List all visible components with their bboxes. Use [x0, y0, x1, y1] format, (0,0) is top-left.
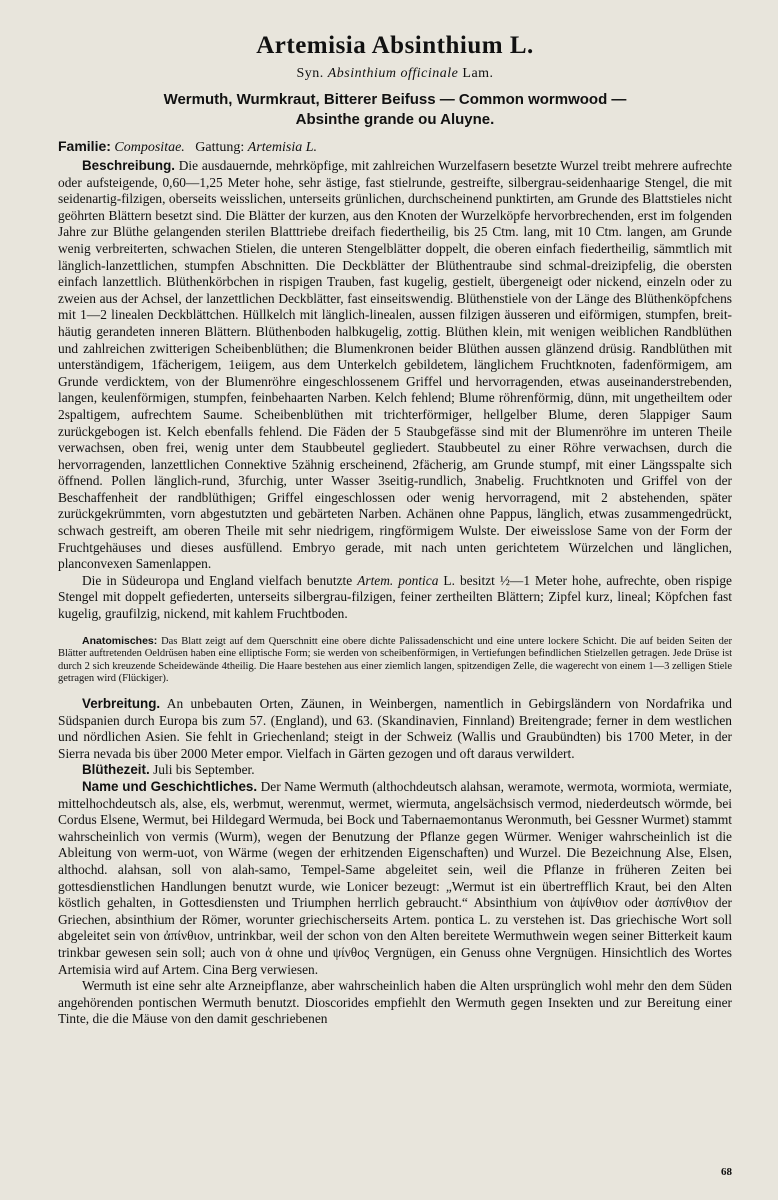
common-names-line-1: Wermuth, Wurmkraut, Bitterer Beifuss — Common wormwood — — [163, 91, 627, 108]
description-paragraph — [58, 158, 732, 573]
anatomy-paragraph — [58, 635, 732, 686]
synonym-prefix: Syn. — [296, 66, 324, 81]
flowering-text: Juli bis September. — [153, 762, 255, 778]
common-names-line-2: Absinthe grande ou Aluyne. — [295, 111, 495, 128]
history-paragraph — [58, 779, 732, 978]
pontica-paragraph — [58, 573, 732, 623]
common-names — [58, 90, 732, 130]
description-text: Die ausdauernde, mehrköpfige, mit zahlreichen Wurzelfasern besetzte Wurzel treibt mehrere aufrechte oder aufsteigende, 0,60—1,25 Meter hohe, sehr ästige, fast stielrunde, gestreifte, silbergrau-seidenhaarige Stengel, die mit seidenartig-filzigen, oberseits weisslichen, unterseits grünlichen, durchscheinend punktirten, am Grunde des Blattstieles nicht geöhrten Blättern besetzt sind. Die Blätter der kurzen, aus den Knoten der Wurzelköpfe hervorbrechenden, erst im folgenden Jahre zur Blüthe gelangenden sterilen Blatttriebe dreifach fiedertheilig, bis 25 Ctm. lang, mit 10 Ctm. langen, am Grunde wenig verbreiterten, schwachen Stielen, die unteren Stengelblätter doppelt, die oberen einfach fiedertheilig, sämmtlich mit länglich-lanzettlichen, stumpfen Abschnitten. Die Deckblätter der Blüthentraube sind schmal-dreizipfelig, die obersten einfach lanzettlich. Blüthenkörbchen in rispigen Trauben, fast kugelig, gestielt, übergeneigt oder nickend, einzeln oder zu zweien aus der Achsel, der lanzettlichen Deckblätter, fast einseitswendig. Blüthenstiele von der Länge des Blüthenköpfchens mit 1—2 linealen Deckblättchen. Hüllkelch mit länglich-linealen, aussen filzigen äusseren und eiförmigen, stumpfen, breit-häutig gerandeten inneren Blättern. Blüthenboden halbkugelig, zottig. Blüthen klein, mit wenigen weiblichen Randblüthen und zahlreichen zwitterigen Scheibenblüthen; die Blumenkronen beider Blüthen aussen glänzend drüsig. Randblüthen mit unterständigem, 1fächerigem, 1eiigem, aus dem Unterkelch gebildetem, länglichem Fruchtknoten, fadenförmigem, am Grunde verdicktem, von der Blumenröhre eingeschlossenem Griffel und hervorragenden, etwas auseinanderstrebenden, langen, keulenförmigen, stumpfen, feinbehaarten Narben. Kelch fehlend; Blume röhrenförmig, dünn, mit ungetheiltem oder 2spaltigem, aufrechtem Saume. Scheibenblüthen mit trichterförmiger, hellgelber Blume, deren 5lappiger Saum zurückgebogen ist. Kelch ebenfalls fehlend. Die Fäden der 5 Staubgefässe sind mit der Blumenröhre im unteren Theile verwachsen, oben frei, wenig unter dem Staubbeutel gegliedert. Staubbeutel zu einer Röhre verwachsen, durch die hervorragenden, lanzettlichen Connektive 5zähnig erscheinend, 2fächerig, am Grunde stumpf, mit einer Längsspalte sich öffnend. Pollen länglich-rund, 3furchig, unter Wasser 3seitig-rundlich, 3nabelig. Fruchtknoten und Griffel von der Beschaffenheit der randblüthigen; Griffel eingeschlossen oder wenig hervorragend, mit 2 abstehenden, später zurückgekrümmten, vorn abgestutzten und gebärteten Narben. Achänen ohne Pappus, länglich, etwas zusammengedrückt, schwach gestreift, am oberen Theile mit sehr niedrigem, ringförmigem Wulste. Der eiweisslose Same von der Form der Fruchtgehäuses und dieses ausfüllend. Embryo gerade, mit nach unten gerichtetem Würzelchen und länglichen, planconvexen Samenlappen. — [58, 158, 732, 572]
distribution-paragraph — [58, 696, 732, 762]
synonym-name: Absinthium officinale — [327, 66, 459, 81]
anatomy-text: Das Blatt zeigt auf dem Querschnitt eine obere dichte Palissadenschicht und eine untere lockere Schicht. Die auf beiden Seiten der Blätter auftretenden Oeldrüsen haben eine elliptische Form; sie werden von scheibenförmigen, in Vertiefungen befindlichen Stielzellen getragen. Jede Drüse ist durch 2 sich kreuzende Scheidewände 4theilig. Die Haare bestehen aus einer ziemlich langen, spitzendigen Zelle, die wagerecht von einem 1—3 zelligen Stiele getragen wird (Flückiger). — [58, 635, 732, 685]
family-line — [58, 138, 732, 156]
family-name: Compositae. — [114, 140, 185, 155]
genus-name: Artemisia L. — [247, 140, 318, 155]
history-text: Der Name Wermuth (althochdeutsch alahsan, weramote, wermota, wormiota, wermiate, mittelhochdeutsch als, alse, els, werbmut, werenmut, wermet, wiermuta, angelsächsisch vermod, niederdeutsch wörmde, bei Cordus Elsene, Wermut, bei Hildegard Wermuda, bei Bock und Tabernaemontanus Weronmuth, bei Gessner Wurmet) stammt wahrscheinlich von vermis (Wurm), wegen der Benutzung der Pflanze gegen Würmer. Weniger wahrscheinlich ist die Ableitung von werm-uot, von Wärme (wegen der erhitzenden Eigenschaften) und Wurzel. Die Bezeichnung Alse, Elsen, althochd. alahsan, soll von alah-samo, Tempel-Same abgeleitet sein, weil die Pflanze in früheren Zeiten bei gottesdienstlichen Handlungen benutzt wurde, wie Lonicer bezeugt: „Wermut ist ein übertrefflich Kraut, bei den Alten köstlich gehalten, in Gottesdiensten und Triumphen herrlich gebraucht.“ Absinthium von ἀψίνθιον oder ἀσπίνθιον der Griechen, absinthium der Römer, worunter griechischerseits Artem. pontica L. zu verstehen ist. Das griechische Wort soll abgeleitet sein von ἀπίνθιον, untrinkbar, weil der schon von den Alten bereitete Wermuthwein wegen seiner Bitterkeit kaum trinkbar gewesen sein soll; auch von ἀ ohne und ψίνθος Vergnügen, ein Genuss ohne Vergnügen. Hinsichtlich des Wortes Artemisia wird auf Artem. Cina Berg verwiesen. — [58, 778, 732, 977]
flowering-paragraph — [58, 762, 732, 779]
synonym-line — [58, 66, 732, 82]
pontica-name: Artem. pontica — [357, 572, 439, 588]
distribution-heading: Verbreitung. — [82, 696, 161, 711]
history-text-2: Wermuth ist eine sehr alte Arzneipflanze, aber wahrscheinlich haben die Alten ursprünglich wohl mehr den dem Süden angehörenden pontischen Wermuth benutzt. Dioscorides empfiehlt den Wermuth gegen Insekten und zur Bereitung einer Tinte, die die Mäuse von den damit geschriebenen — [58, 978, 732, 1027]
pontica-text-post: L. besitzt ½—1 Meter hohe, aufrechte, oben rispige Stengel mit doppelt gefiederten, unterseits silbergrau-filzigen, feiner zertheilten Blättern; Zipfel kurz, lineal; Köpfchen fast kugelig, graufilzig, nickend, mit kahlem Fruchtboden. — [58, 572, 732, 622]
flowering-heading: Blüthezeit. — [82, 762, 150, 778]
history-heading: Name und Geschichtliches. — [82, 778, 258, 794]
distribution-text: An unbebauten Orten, Zäunen, in Weinbergen, namentlich in Gebirgsländern von Nordafrika und Südspanien durch Europa bis zum 57. (England), und 63. (Skandinavien, Finnland) Breitengrade; ferner in dem westlichen und nördlichen Asien. Sie fehlt in Griechenland; steigt in der Schweiz (Wallis und Graubündten) bis 1700 Meter, in der Sierra nevada bis über 2000 Meter empor. Vielfach in Gärten gezogen und oft daraus verwildert. — [58, 696, 733, 761]
family-label: Familie: — [58, 138, 111, 154]
pontica-text-pre: Die in Südeuropa und England vielfach benutzte — [82, 572, 358, 588]
description-heading: Beschreibung. — [82, 158, 176, 173]
anatomy-heading: Anatomisches: — [82, 634, 158, 647]
page-number: 68 — [721, 1166, 732, 1178]
genus-label: Gattung: — [195, 140, 245, 155]
synonym-author: Lam. — [462, 66, 494, 81]
page-title: Artemisia Absinthium L. — [256, 32, 534, 59]
history-paragraph-2 — [58, 978, 732, 1028]
